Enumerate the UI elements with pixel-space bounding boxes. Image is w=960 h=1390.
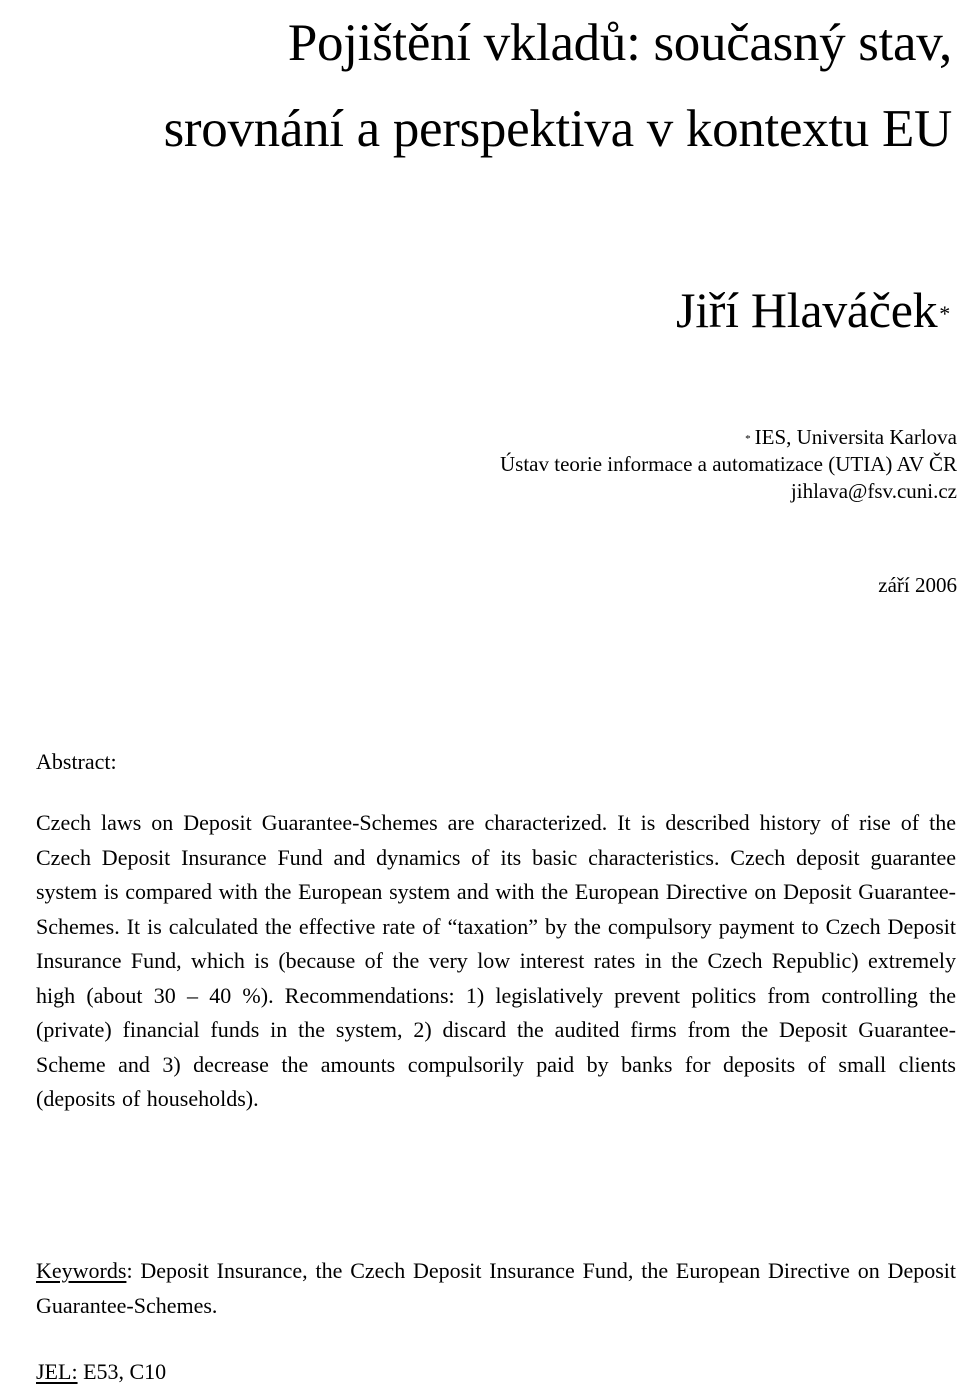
affiliation-block: [257, 424, 957, 505]
keywords-block: [36, 1254, 956, 1323]
affiliation-institute: Ústav teorie informace a automatizace (UTIA) AV ČR: [500, 452, 957, 476]
title-line-1: Pojištění vkladů: současný stav,: [287, 14, 952, 72]
paper-title: [2, 0, 952, 172]
affiliation-university: IES, Universita Karlova: [754, 425, 957, 449]
jel-block: [36, 1356, 166, 1388]
keywords-text: Deposit Insurance, the Czech Deposit Insurance Fund, the European Directive on Deposit Guarantee-Schemes.: [36, 1258, 956, 1318]
author-name: Jiří Hlaváček: [676, 282, 938, 338]
affiliation-email[interactable]: jihlava@fsv.cuni.cz: [790, 479, 957, 503]
jel-codes: E53, C10: [83, 1359, 167, 1384]
publication-date: září 2006: [878, 573, 957, 597]
keywords-label: Keywords: [36, 1258, 127, 1283]
title-line-2: srovnání a perspektiva v kontextu EU: [163, 100, 952, 158]
abstract-heading: Abstract:: [36, 749, 117, 774]
keywords-separator: :: [126, 1258, 133, 1283]
affiliation-line-1: [257, 424, 957, 451]
abstract-text: Czech laws on Deposit Guarantee-Schemes are characterized. It is described history of rise of the Czech Deposit Insurance Fund and dynamics of its basic characteristics. Czech deposit guarantee system is compared with the European system and with the European Directive on Deposit Guarantee-Schemes. It is calculated the effective rate of “taxation” by the compulsory payment to Czech Deposit Insurance Fund, which is (because of the very low interest rates in the Czech Republic) extremely high (about 30 – 40 %). Recommendations: 1) legislatively prevent politics from controlling the (private) financial funds in the system, 2) discard the audited firms from the Deposit Guarantee-Scheme and 3) decrease the amounts compulsorily paid by banks for deposits of small clients (deposits of households).: [36, 810, 956, 1111]
affiliation-footnote-mark: *: [745, 433, 751, 445]
author-footnote-mark: *: [939, 301, 950, 326]
jel-label: JEL:: [36, 1359, 78, 1384]
author-block: [676, 280, 950, 340]
